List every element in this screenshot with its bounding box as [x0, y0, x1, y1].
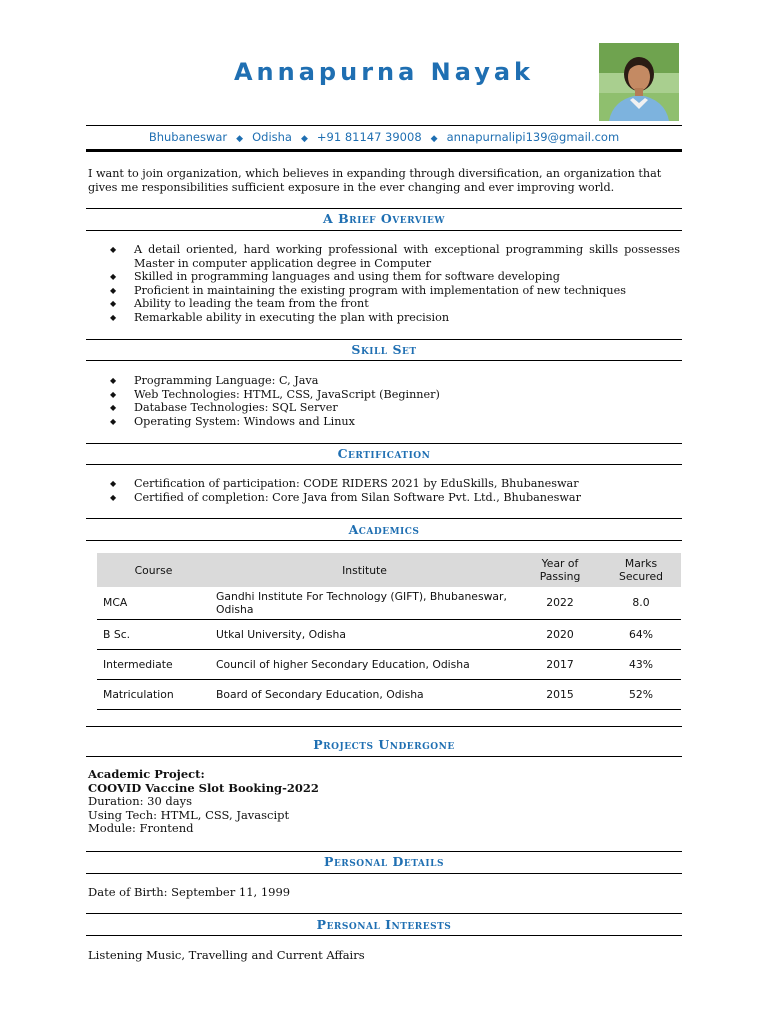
section-rule — [86, 873, 682, 874]
section-rule — [86, 230, 682, 231]
table-cell: 8.0 — [601, 587, 681, 619]
list-item: ◆ Programming Language: C, Java — [110, 374, 680, 388]
table-cell: 43% — [601, 649, 681, 679]
column-header: Course — [97, 553, 210, 587]
section-rule — [86, 726, 682, 727]
contact-state: Odisha — [252, 130, 292, 144]
table-row — [97, 649, 681, 679]
table-cell: 52% — [601, 679, 681, 709]
header-rule-top — [86, 125, 682, 126]
list-item: ◆ Web Technologies: HTML, CSS, JavaScript (Beginner) — [110, 388, 680, 402]
objective-text: I want to join organization, which believes in expanding through diversification, an organization that gives me responsibilities sufficient exposure in the ever changing and ever improving world. — [88, 167, 662, 194]
section-title-academics: Academics — [348, 522, 420, 537]
diamond-icon: ◆ — [300, 134, 308, 144]
project-name: COOVID Vaccine Slot Booking-2022 — [88, 780, 319, 795]
section-rule — [86, 360, 682, 361]
table-cell: B Sc. — [97, 619, 210, 649]
section-rule — [86, 518, 682, 519]
section-rule — [86, 208, 682, 209]
table-cell: 2017 — [519, 649, 601, 679]
skills-list — [110, 374, 680, 428]
academics-table — [97, 553, 681, 710]
interests-text: Listening Music, Travelling and Current Affairs — [88, 948, 365, 962]
contact-email[interactable]: annapurnalipi139@gmail.com — [446, 130, 620, 144]
section-title-personal: Personal Details — [324, 854, 444, 869]
table-cell: 2020 — [519, 619, 601, 649]
section-rule — [86, 913, 682, 914]
section-rule — [86, 464, 682, 465]
section-rule — [86, 339, 682, 340]
diamond-icon: ◆ — [236, 134, 244, 144]
table-cell: Council of higher Secondary Education, Odisha — [210, 649, 519, 679]
table-cell: Gandhi Institute For Technology (GIFT), Bhubaneswar, Odisha — [210, 587, 519, 619]
contact-phone[interactable]: +91 81147 39008 — [316, 130, 422, 144]
section-title-certification: Certification — [337, 446, 431, 461]
list-item: ◆ Certification of participation: CODE RIDERS 2021 by EduSkills, Bhubaneswar — [110, 477, 680, 491]
header-rule-bottom — [86, 149, 682, 152]
table-cell: Utkal University, Odisha — [210, 619, 519, 649]
section-rule — [86, 443, 682, 444]
project-tech: Using Tech: HTML, CSS, Javascipt — [88, 807, 290, 822]
column-header: Marks Secured — [601, 553, 681, 587]
table-cell: 2022 — [519, 587, 601, 619]
section-title-skills: Skill Set — [351, 342, 417, 357]
table-cell: Matriculation — [97, 679, 210, 709]
table-cell: 64% — [601, 619, 681, 649]
table-row — [97, 619, 681, 649]
table-cell: Board of Secondary Education, Odisha — [210, 679, 519, 709]
section-title-projects: Projects Undergone — [313, 737, 455, 752]
column-header: Year of Passing — [519, 553, 601, 587]
table-row — [97, 679, 681, 709]
table-row — [97, 587, 681, 619]
project-heading: Academic Project: — [88, 767, 205, 781]
section-rule — [86, 756, 682, 757]
list-item: ◆ A detail oriented, hard working professional with exceptional programming skills possesses Master in computer application degree in Computer — [110, 243, 680, 270]
list-item: ◆ Ability to leading the team from the front — [110, 297, 680, 311]
section-rule — [86, 935, 682, 936]
table-header-row — [97, 553, 681, 587]
list-item: ◆ Proficient in maintaining the existing program with implementation of new techniques — [110, 284, 680, 298]
list-item: ◆ Skilled in programming languages and using them for software developing — [110, 270, 680, 284]
candidate-name: Annapurna Nayak — [233, 58, 535, 86]
diamond-icon: ◆ — [430, 134, 438, 144]
certification-list — [110, 477, 680, 504]
section-title-interests: Personal Interests — [316, 917, 452, 932]
overview-list — [110, 243, 680, 325]
project-block — [88, 768, 588, 836]
list-item: ◆ Operating System: Windows and Linux — [110, 415, 680, 429]
table-cell: MCA — [97, 587, 210, 619]
project-module: Module: Frontend — [88, 821, 194, 836]
contact-city: Bhubaneswar — [148, 130, 228, 144]
list-item: ◆ Database Technologies: SQL Server — [110, 401, 680, 415]
project-duration: Duration: 30 days — [88, 794, 193, 809]
list-item: ◆ Certified of completion: Core Java from Silan Software Pvt. Ltd., Bhubaneswar — [110, 491, 680, 505]
section-title-overview: A Brief Overview — [323, 211, 445, 226]
section-rule — [86, 540, 682, 541]
column-header: Institute — [210, 553, 519, 587]
profile-photo — [599, 43, 679, 121]
date-of-birth: Date of Birth: September 11, 1999 — [88, 885, 291, 899]
table-cell: 2015 — [519, 679, 601, 709]
list-item: ◆ Remarkable ability in executing the plan with precision — [110, 311, 680, 325]
contact-bar — [86, 130, 682, 144]
table-cell: Intermediate — [97, 649, 210, 679]
section-rule — [86, 851, 682, 852]
